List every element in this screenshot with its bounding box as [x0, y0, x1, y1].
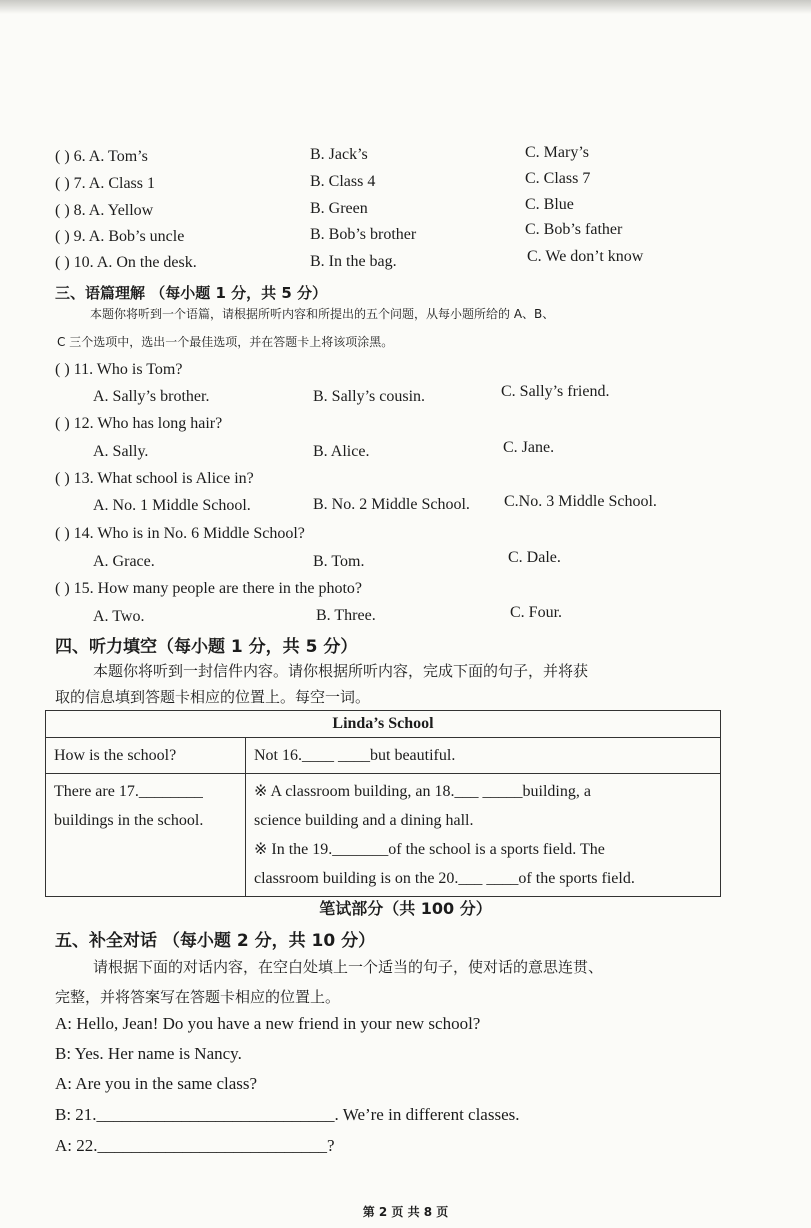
option-c: C. Jane.	[503, 439, 555, 456]
section3-heading: 三、语篇理解 （每小题 1 分，共 5 分）	[55, 284, 327, 302]
option-b: B. Alice.	[313, 443, 370, 460]
question-stem: ( ) 14. Who is in No. 6 Middle School?	[55, 525, 305, 542]
table-row	[46, 774, 721, 897]
option-c: C. Sally’s friend.	[501, 383, 610, 400]
dialogue-line: A: Are you in the same class?	[55, 1074, 258, 1093]
option-b: B. In the bag.	[310, 253, 397, 270]
section3-instruction: 本题你将听到一个语篇，请根据所听内容和所提出的五个问题，从每小题所给的 A、B、	[90, 307, 555, 321]
option-b: B. Green	[310, 200, 368, 217]
table-cell	[246, 774, 721, 897]
table-cell: Not 16.____ ____but beautiful.	[246, 738, 721, 774]
option-a: A. Sally’s brother.	[93, 388, 210, 405]
option-b: B. Bob’s brother	[310, 226, 417, 243]
question-stem: ( ) 10. A. On the desk.	[55, 254, 197, 271]
cell-line: buildings in the school.	[54, 812, 204, 829]
option-a: A. Sally.	[93, 443, 149, 460]
cell-line: science building and a dining hall.	[254, 812, 474, 829]
section3-instruction: C 三个选项中，选出一个最佳选项，并在答题卡上将该项涂黑。	[57, 335, 394, 349]
dialogue-line: B: 21.____________________________. We’re in different classes.	[55, 1105, 520, 1124]
page-footer: 第 2 页 共 8 页	[362, 1205, 449, 1219]
option-b: B. No. 2 Middle School.	[313, 496, 470, 513]
section5-instruction: 请根据下面的对话内容，在空白处填上一个适当的句子，使对话的意思连贯、	[93, 958, 604, 976]
question-stem: ( ) 12. Who has long hair?	[55, 415, 223, 432]
table-cell: How is the school?	[46, 738, 246, 774]
section4-instruction: 取的信息填到答题卡相应的位置上。每空一词。	[55, 688, 371, 706]
question-stem: ( ) 9. A. Bob’s uncle	[55, 228, 185, 245]
question-stem: ( ) 13. What school is Alice in?	[55, 470, 254, 487]
option-b: B. Three.	[316, 607, 376, 624]
section5-instruction: 完整，并将答案写在答题卡相应的位置上。	[55, 988, 341, 1006]
option-b: B. Tom.	[313, 553, 365, 570]
dialogue-line: A: 22.___________________________?	[55, 1136, 335, 1155]
option-a: A. Grace.	[93, 553, 155, 570]
option-b: B. Class 4	[310, 173, 376, 190]
question-stem: ( ) 8. A. Yellow	[55, 202, 154, 219]
section5-heading: 五、补全对话 （每小题 2 分，共 10 分）	[55, 931, 376, 951]
option-c: C. Dale.	[508, 549, 561, 566]
option-c: C. We don’t know	[527, 248, 644, 265]
question-stem: ( ) 11. Who is Tom?	[55, 361, 183, 378]
table-title: Linda’s School	[46, 711, 721, 738]
option-b: B. Sally’s cousin.	[313, 388, 426, 405]
section4-heading: 四、听力填空（每小题 1 分，共 5 分）	[55, 637, 358, 657]
question-stem: ( ) 6. A. Tom’s	[55, 148, 148, 165]
option-c: C. Four.	[510, 604, 563, 621]
option-a: A. Two.	[93, 608, 145, 625]
linda-school-table	[45, 710, 721, 897]
dialogue-line: A: Hello, Jean! Do you have a new friend in your new school?	[55, 1014, 481, 1033]
table-cell	[46, 774, 246, 897]
option-c: C. Blue	[525, 196, 574, 213]
option-c: C. Mary’s	[525, 144, 589, 161]
question-stem: ( ) 15. How many people are there in the photo?	[55, 580, 363, 597]
written-part-title: 笔试部分（共 100 分）	[319, 899, 492, 918]
dialogue-line: B: Yes. Her name is Nancy.	[55, 1044, 242, 1063]
cell-line: classroom building is on the 20.___ ____of the sports field.	[254, 870, 635, 887]
option-c: C.No. 3 Middle School.	[504, 493, 657, 510]
option-c: C. Bob’s father	[525, 221, 623, 238]
cell-line: ※ A classroom building, an 18.___ _____building, a	[254, 783, 591, 800]
option-a: A. No. 1 Middle School.	[93, 497, 251, 514]
option-c: C. Class 7	[525, 170, 591, 187]
cell-line: ※ In the 19._______of the school is a sports field. The	[254, 841, 605, 858]
section4-instruction: 本题你将听到一封信件内容。请你根据所听内容，完成下面的句子，并将获	[93, 662, 589, 680]
question-stem: ( ) 7. A. Class 1	[55, 175, 155, 192]
scan-edge	[0, 0, 811, 14]
table-row	[46, 738, 721, 774]
table-row	[46, 711, 721, 738]
cell-line: There are 17.________	[54, 783, 203, 800]
option-b: B. Jack’s	[310, 146, 368, 163]
